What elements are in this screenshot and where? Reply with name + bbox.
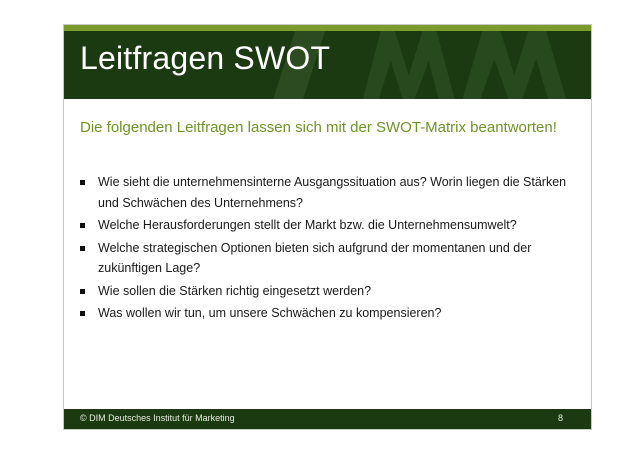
bullet-item [80, 238, 585, 279]
square-bullet-icon [80, 311, 85, 316]
bullet-item [80, 215, 585, 236]
page-number: 8 [557, 413, 563, 423]
bullet-item [80, 172, 585, 213]
bullet-text: Wie sieht die unternehmensinterne Ausgangssituation aus? Worin liegen die Stärken und Schwächen des Unternehmens? [98, 175, 567, 210]
slide [63, 24, 592, 430]
bullet-text: Welche strategischen Optionen bieten sich aufgrund der momentanen und der zukünftigen Lage? [98, 240, 532, 275]
bullet-item [80, 281, 585, 302]
bullet-item [80, 303, 585, 324]
slide-header [64, 31, 591, 99]
slide-footer [64, 409, 591, 429]
bullet-text: Was wollen wir tun, um unsere Schwächen zu kompensieren? [98, 306, 442, 320]
bullet-text: Wie sollen die Stärken richtig eingesetzt werden? [98, 283, 372, 298]
bullet-list [80, 172, 585, 326]
square-bullet-icon [80, 246, 85, 251]
page-title: Leitfragen SWOT [80, 40, 331, 76]
square-bullet-icon [80, 223, 85, 228]
copyright-text: © DIM Deutsches Institut für Marketing [80, 413, 235, 423]
square-bullet-icon [80, 289, 85, 294]
slide-subtitle: Die folgenden Leitfragen lassen sich mit der SWOT-Matrix beantworten! [80, 119, 557, 136]
square-bullet-icon [80, 180, 85, 185]
bullet-text: Welche Herausforderungen stellt der Markt bzw. die Unternehmensumwelt? [98, 218, 517, 232]
